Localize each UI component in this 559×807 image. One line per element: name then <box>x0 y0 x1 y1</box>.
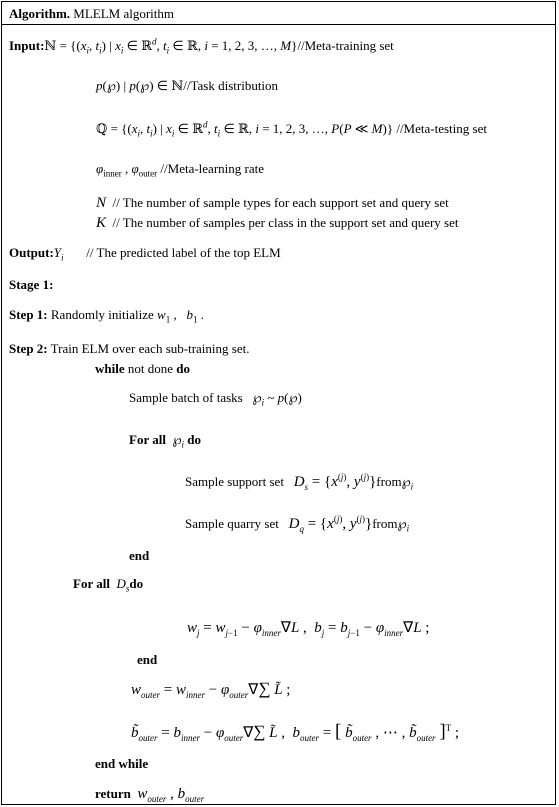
for-all-tasks-line <box>129 432 201 448</box>
algorithm-label: Algorithm. <box>9 6 71 21</box>
n-symbol: N <box>96 195 107 211</box>
do-keyword: do <box>176 361 190 376</box>
k-definition <box>96 215 459 231</box>
end-while: end while <box>95 756 149 771</box>
query-from: from <box>372 516 398 531</box>
end-for-support: end <box>137 652 158 667</box>
learning-rate-comment: //Meta-learning rate <box>160 161 264 176</box>
output-label: Output: <box>9 245 54 260</box>
step-2-label: Step 2: <box>9 341 48 356</box>
while-line <box>95 361 190 377</box>
outer-weight-update <box>131 681 290 698</box>
not-done-text: not done <box>127 361 174 376</box>
end-for-tasks: end <box>129 548 150 563</box>
meta-training-comment: //Meta-training set <box>297 38 394 53</box>
algorithm-title <box>9 6 174 22</box>
support-set-formula: $D_s = \{x^{(j)}$, $y^{(j)}$} <box>293 472 377 492</box>
algorithm-name: MLELM algorithm <box>73 6 175 21</box>
for-support-do-keyword: do <box>129 576 144 591</box>
input-label: Input: <box>9 38 45 53</box>
sample-support-line <box>185 474 413 490</box>
header-divider <box>1 24 556 25</box>
return-line <box>95 786 204 802</box>
sample-batch-line <box>129 390 302 406</box>
step-1-label: Step 1: <box>9 307 48 322</box>
for-all-keyword: For all <box>129 432 166 447</box>
outer-weight-formula: $w_{outer} = w_{inner} - \varphi_{outer}\nabla\sum$ L̃ ; <box>131 679 291 700</box>
k-comment: // The number of samples per class in the support set and query set <box>112 215 459 230</box>
sample-query-line <box>185 516 409 532</box>
n-definition <box>96 195 449 211</box>
support-source-task: $℘_i$ <box>401 474 414 492</box>
step-1-params: $w_1$ , $b_1$ . <box>157 307 204 325</box>
output-comment: // The predicted label of the top ELM <box>86 245 281 260</box>
for-all-support-keyword: For all <box>73 576 110 591</box>
n-comment: // The number of sample types for each support set and query set <box>112 195 449 210</box>
inner-update-formula: $w_j = w_{j-1} - \varphi_{inner}\nabla L$ , $b_j = b_{j-1} - \varphi_{inner}\nabla L$ ; <box>187 620 430 638</box>
while-keyword: while <box>95 361 125 376</box>
input-training-set <box>9 38 394 55</box>
task-distribution <box>96 78 278 95</box>
meta-testing-comment: //Meta-testing set <box>396 121 487 136</box>
step-1 <box>9 307 204 323</box>
meta-learning-rate <box>96 161 264 177</box>
stage-1-label: Stage 1: <box>9 277 54 292</box>
for-all-support-line <box>73 576 143 592</box>
for-do-keyword: do <box>187 432 202 447</box>
outer-bias-formula: $b̃_{outer} = b_{inner} - \varphi_{outer}\nabla\sum$ L̃ , $b_{outer}$ = [ $b̃_{outer}$ , ⋯ , $b̃_{outer}$ ]$^T$ ; <box>131 721 460 743</box>
support-symbol: $D_s$ <box>116 576 130 594</box>
k-symbol: K <box>96 215 107 231</box>
inner-update-equation <box>187 620 429 636</box>
meta-testing-set <box>96 121 487 138</box>
sample-query-text: Sample quarry set <box>185 516 279 531</box>
sample-support-text: Sample support set <box>185 474 284 489</box>
sample-batch-text: Sample batch of tasks <box>129 390 243 405</box>
support-from: from <box>376 474 402 489</box>
step-2-text: Train ELM over each sub-training set. <box>50 341 250 356</box>
step-1-text: Randomly initialize <box>50 307 154 322</box>
outer-bias-update <box>131 721 460 743</box>
learning-rate-formula: $\varphi_{inner}$ , $\varphi_{outer}$ <box>96 161 158 179</box>
output-line <box>9 245 281 261</box>
output-symbol: $Y_i$ <box>53 245 64 263</box>
step-2 <box>9 341 249 357</box>
return-values: $w_{outer}$ , $b_{outer}$ <box>137 786 205 804</box>
task-distribution-formula: p(℘) | p(℘) ∈ ℕ <box>96 78 184 94</box>
query-set-formula: $D_q = \{x^{(j)}$, $y^{(j)}$} <box>288 514 373 534</box>
task-symbol: $℘_i$ <box>172 432 185 450</box>
training-set-formula: ℕ = {($x_i$, $t_i$) | $x_i$ ∈ ℝ$^d$, $t_i$ ∈ ℝ, i = 1, 2, 3, …, M} <box>44 36 298 56</box>
task-distribution-comment: //Task distribution <box>183 78 279 93</box>
sample-batch-formula: $℘_i$ ~ p(℘) <box>252 390 302 408</box>
query-source-task: $℘_i$ <box>397 516 410 534</box>
testing-set-formula: ℚ = {($x_i$, $t_i$) | $x_i$ ∈ ℝ$^d$, $t_i$ ∈ ℝ, i = 1, 2, 3, …, P(P ≪ M)} <box>96 119 394 139</box>
return-keyword: return <box>95 786 131 801</box>
